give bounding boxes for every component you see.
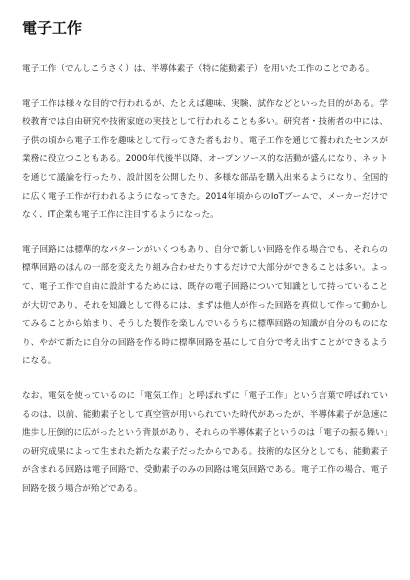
page-title: 電子工作 bbox=[22, 19, 83, 37]
intro-paragraph: 電子工作（でんしこうさく）は、半導体素子（特に能動素子）を用いた工作のことである。 bbox=[22, 64, 375, 74]
circuit-paragraph: 電子回路には標準的なパターンがいくつもあり、自分で新しい回路を作る場合でも、それらの標準回路のほんの一部を変えたり組み合わせたりするだけで大部分ができることは多い。よって、電子工作で自由に設計するためには、既存の電子回路について知識として持っていることが大切であり、それを知識として得るには、まずは他人が作った回路を真似して作って動かしてみることから始まり、そうした製作を楽しんでいるうちに標準回路の知識が自分のものになり、やがて新たに自分の回路を作る時に標準回路を基にして自分で考え出すことができるようになる。 bbox=[22, 244, 388, 367]
terminology-paragraph: なお、電気を使っているのに「電気工作」と呼ばれずに「電子工作」という言葉で呼ばれているのは、以前、能動素子として真空管が用いられていた時代があったが、半導体素子が急速に進歩し圧倒的に広がったという背景があり、それらの半導体素子というのは「電子の振る舞い」の研究成果によって生まれた新たな素子だったからである。技術的な区分としても、能動素子が含まれる回路は電子回路で、受動素子のみの回路は電気回路である。電子工作の場合、電子回路を扱う場合が殆どである。 bbox=[22, 390, 388, 494]
purpose-paragraph: 電子工作は様々な目的で行われるが、たとえば趣味、実験、試作などといった目的がある。学校教育では自由研究や技術家庭の実技として行われることも多い。研究者・技術者の中には、子供の頃から電子工作を趣味として行ってきた者もおり、電子工作を通じて養われたセンスが業務に役立つこともある。2000年代後半以降、オープンソース的な活動が盛んになり、ネットを通じて議論を行ったり、設計図を公開したり、多様な部品を購入出来るようになり、全国的に広く電子工作が行われるようになってきた。2014年頃からのIoTブームで、メーカーだけでなく、IT企業も電子工作に注目するようになった。 bbox=[22, 98, 388, 221]
